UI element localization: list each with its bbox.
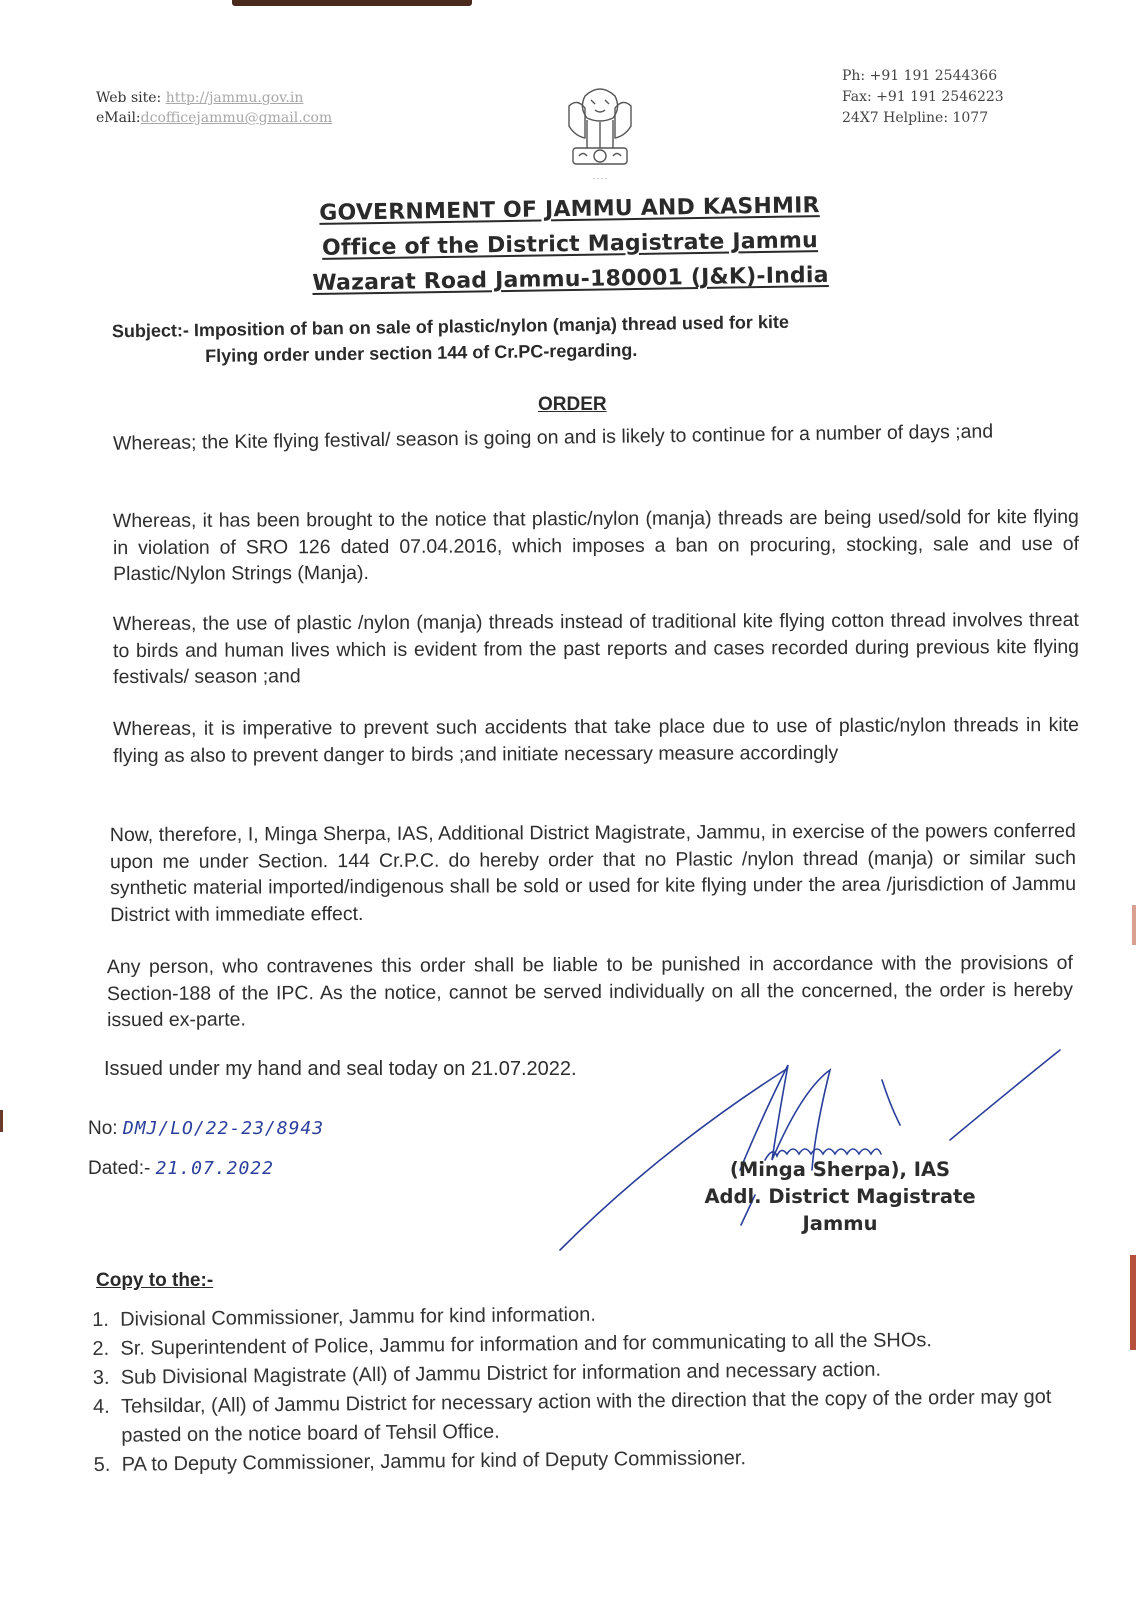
website-row	[96, 88, 332, 108]
scan-artifact-top	[232, 0, 472, 6]
phone-number: Ph: +91 191 2544366	[842, 68, 998, 84]
svg-text:- - - -: - - - -	[592, 175, 608, 182]
copy-to-title: Copy to the:-	[96, 1270, 214, 1291]
list-item: 4. Tehsildar, (All) of Jammu District for necessary action with the direction that the copy of the order may got pasted on the notice board of Tehsil Office.	[92, 1385, 1052, 1447]
reference-date	[88, 1158, 274, 1180]
office-address: Wazarat Road Jammu-180001 (J&K)-India	[312, 262, 829, 297]
reference-number-label: No:	[88, 1118, 118, 1139]
signatory-designation: Addl. District Magistrate	[704, 1185, 976, 1208]
copy-to-list	[92, 1296, 1084, 1480]
order-paragraph: Whereas; the Kite flying festival/ season is going on and is likely to continue for a number of days ;and	[112, 420, 994, 455]
website-label: Web site:	[96, 90, 162, 106]
list-item: 2. Sr. Superintendent of Police, Jammu for information and for communicating to all the SHOs.	[92, 1329, 933, 1360]
order-title: ORDER	[538, 394, 607, 415]
order-paragraph: Whereas, the use of plastic /nylon (manja) threads instead of traditional kite flying cotton thread involves threat to birds and human lives which is evident from the past reports and cases recorded during previous kite flying festivals/ season ;and	[112, 608, 1080, 689]
office-title: Office of the District Magistrate Jammu	[321, 228, 819, 261]
contact-info-right	[842, 66, 1004, 129]
scan-artifact-edge	[0, 1110, 3, 1132]
reference-date-value: 21.07.2022	[155, 1158, 274, 1179]
state-emblem-icon	[555, 78, 645, 188]
subject-line-1: Subject:- Imposition of ban on sale of plastic/nylon (manja) thread used for kite	[111, 311, 790, 342]
subject	[112, 306, 1013, 371]
list-item: 3. Sub Divisional Magistrate (All) of Jammu District for information and necessary action.	[92, 1358, 882, 1389]
email-label: eMail:	[96, 110, 141, 126]
scan-artifact-edge	[1130, 1255, 1136, 1350]
order-paragraph: Now, therefore, I, Minga Sherpa, IAS, Additional District Magistrate, Jammu, in exercise of the powers conferred upon me under Section. 144 Cr.P.C. do hereby order that no Plastic /nylon thread (manja) or similar such synthetic material imported/indigenous shall be sold or used for kite flying under the area /jurisdiction of Jammu District with immediate effect.	[109, 819, 1077, 926]
signatory-block	[690, 1156, 990, 1237]
issued-statement: Issued under my hand and seal today on 21.07.2022.	[104, 1058, 577, 1080]
contact-info-left	[96, 88, 332, 128]
order-paragraph: Any person, who contravenes this order shall be liable to be punished in accordance with the provisions of Section-188 of the IPC. As the notice, cannot be served individually on all the concerned, the order is hereby issued ex-parte.	[106, 951, 1074, 1032]
order-paragraph: Whereas, it is imperative to prevent such accidents that take place due to use of plastic/nylon threads in kite flying as also to prevent danger to birds ;and initiate necessary measure accordingly	[112, 713, 1079, 767]
email-row	[96, 108, 332, 128]
office-header	[259, 187, 881, 302]
reference-date-label: Dated:-	[88, 1158, 151, 1179]
email-link[interactable]: dcofficejammu@gmail.com	[140, 110, 333, 126]
list-item: 5. PA to Deputy Commissioner, Jammu for kind of Deputy Commissioner.	[93, 1447, 747, 1476]
website-link[interactable]: http://jammu.gov.in	[165, 90, 304, 106]
signatory-name: (Minga Sherpa), IAS	[729, 1158, 951, 1181]
list-item: 1. Divisional Commissioner, Jammu for kind information.	[92, 1303, 596, 1331]
order-paragraph: Whereas, it has been brought to the notice that plastic/nylon (manja) threads are being used/sold for kite flying in violation of SRO 126 dated 07.04.2016, which imposes a ban on procuring, stocking, sale and use of Plastic/Nylon Strings (Manja).	[112, 505, 1080, 586]
helpline-number: 24X7 Helpline: 1077	[842, 110, 989, 126]
reference-number	[88, 1118, 324, 1140]
fax-number: Fax: +91 191 2546223	[842, 89, 1004, 105]
reference-number-value: DMJ/LO/22-23/8943	[122, 1118, 325, 1139]
subject-line-2: Flying order under section 144 of Cr.PC-regarding.	[205, 339, 638, 366]
scan-artifact-edge	[1132, 905, 1136, 945]
signatory-place: Jammu	[802, 1212, 878, 1235]
government-title: GOVERNMENT OF JAMMU AND KASHMIR	[319, 193, 820, 226]
